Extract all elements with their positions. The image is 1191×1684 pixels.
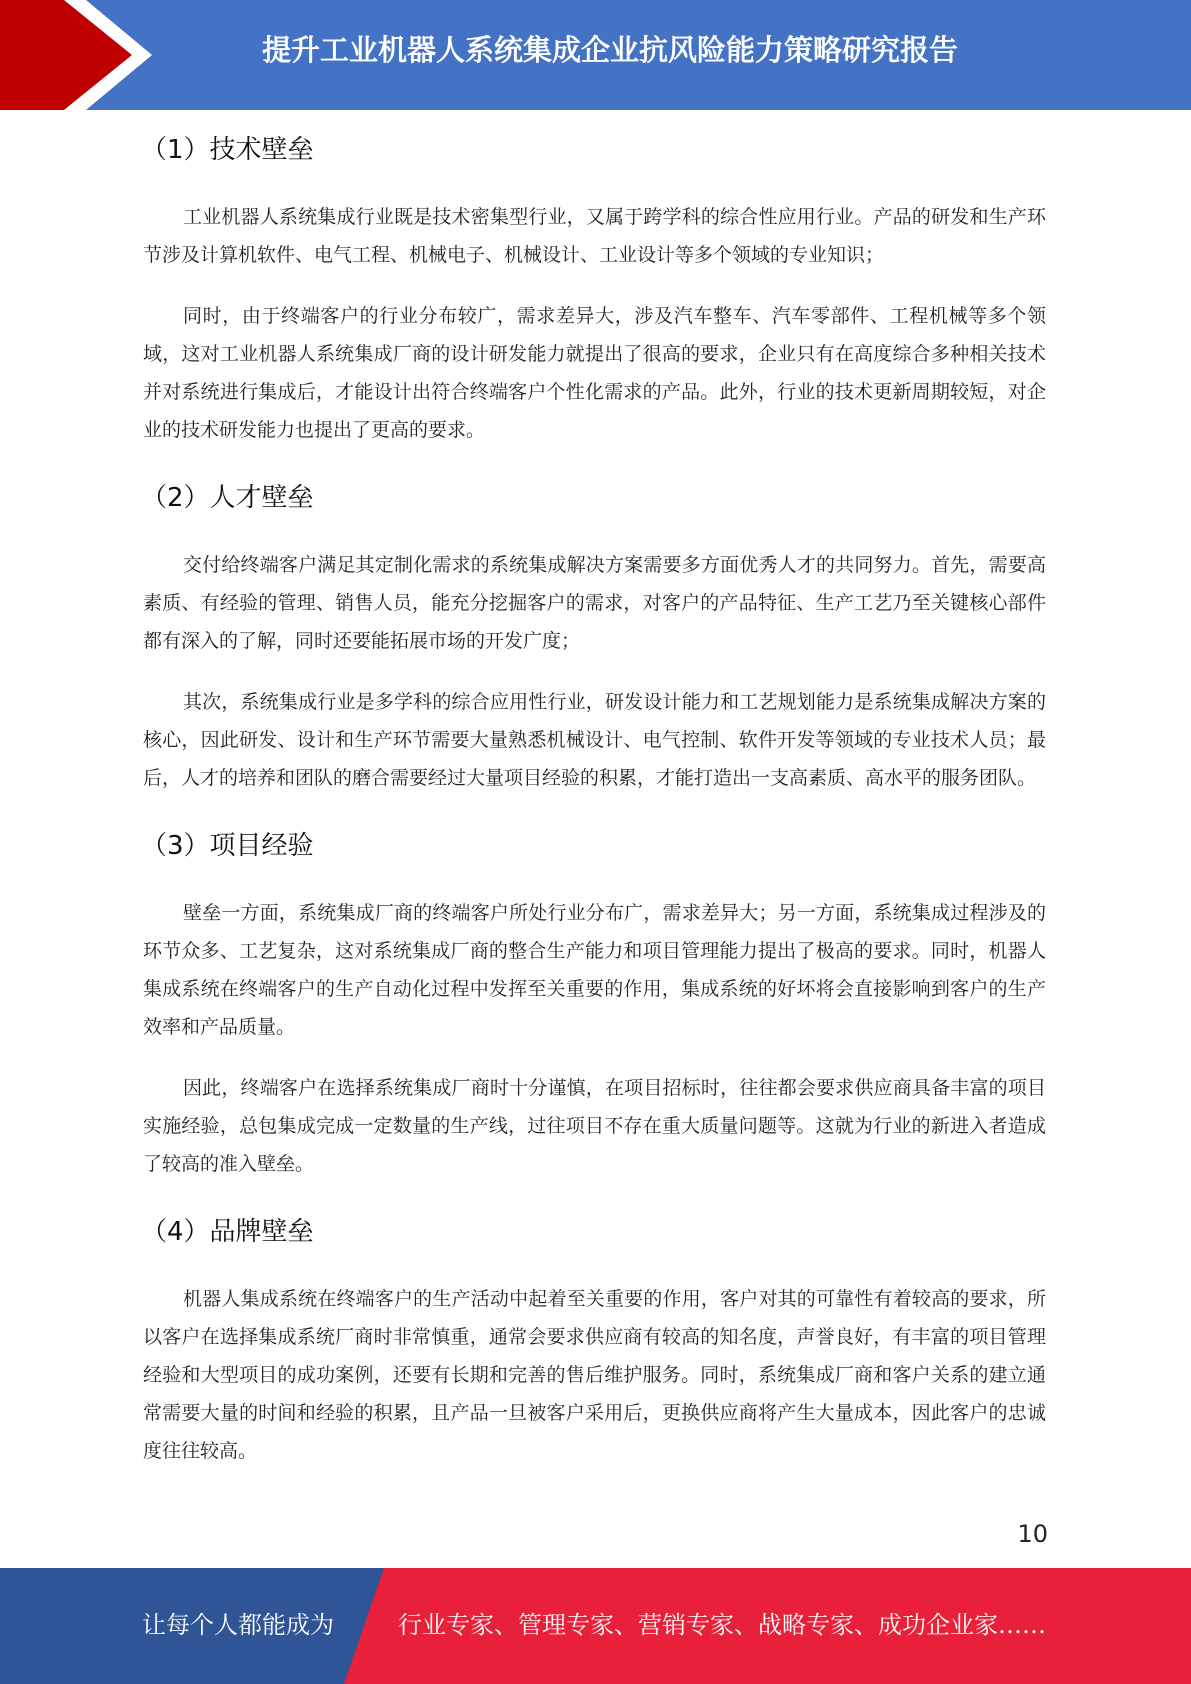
footer-banner [0, 1568, 1191, 1684]
footer-slogan-right: 行业专家、管理专家、营销专家、战略专家、成功企业家…… [398, 1611, 1046, 1639]
page-number: 10 [1017, 1520, 1048, 1548]
paragraph: 因此，终端客户在选择系统集成厂商时十分谨慎，在项目招标时，往往都会要求供应商具备丰富的项目实施经验，总包集成完成一定数量的生产线，过往项目不存在重大质量问题等。这就为行业的新进入者造成了较高的准入壁垒。 [143, 1077, 1046, 1175]
footer-slogan-left: 让每个人都能成为 [142, 1611, 334, 1639]
section-heading: （4）品牌壁垒 [141, 1217, 314, 1247]
section-heading: （2）人才壁垒 [141, 483, 314, 513]
section-heading: （3）项目经验 [141, 831, 314, 861]
document-title: 提升工业机器人系统集成企业抗风险能力策略研究报告 [261, 33, 958, 67]
paragraph: 其次，系统集成行业是多学科的综合应用性行业，研发设计能力和工艺规划能力是系统集成解决方案的核心，因此研发、设计和生产环节需要大量熟悉机械设计、电气控制、软件开发等领域的专业技术人员；最后，人才的培养和团队的磨合需要经过大量项目经验的积累，才能打造出一支高素质、高水平的服务团队。 [143, 691, 1046, 789]
main-content [143, 124, 1046, 1493]
paragraph: 工业机器人系统集成行业既是技术密集型行业，又属于跨学科的综合性应用行业。产品的研发和生产环节涉及计算机软件、电气工程、机械电子、机械设计、工业设计等多个领域的专业知识； [143, 206, 1046, 266]
paragraph: 交付给终端客户满足其定制化需求的系统集成解决方案需要多方面优秀人才的共同努力。首先，需要高素质、有经验的管理、销售人员，能充分挖掘客户的需求，对客户的产品特征、生产工艺乃至关键核心部件都有深入的了解，同时还要能拓展市场的开发广度； [143, 554, 1046, 652]
paragraph: 同时，由于终端客户的行业分布较广，需求差异大，涉及汽车整车、汽车零部件、工程机械等多个领域，这对工业机器人系统集成厂商的设计研发能力就提出了很高的要求，企业只有在高度综合多种相关技术并对系统进行集成后，才能设计出符合终端客户个性化需求的产品。此外，行业的技术更新周期较短，对企业的技术研发能力也提出了更高的要求。 [143, 305, 1046, 441]
paragraph: 壁垒一方面，系统集成厂商的终端客户所处行业分布广，需求差异大；另一方面，系统集成过程涉及的环节众多、工艺复杂，这对系统集成厂商的整合生产能力和项目管理能力提出了极高的要求。同时，机器人集成系统在终端客户的生产自动化过程中发挥至关重要的作用，集成系统的好坏将会直接影响到客户的生产效率和产品质量。 [143, 902, 1046, 1038]
paragraph: 机器人集成系统在终端客户的生产活动中起着至关重要的作用，客户对其的可靠性有着较高的要求，所以客户在选择集成系统厂商时非常慎重，通常会要求供应商有较高的知名度，声誉良好，有丰富的项目管理经验和大型项目的成功案例，还要有长期和完善的售后维护服务。同时，系统集成厂商和客户关系的建立通常需要大量的时间和经验的积累，且产品一旦被客户采用后，更换供应商将产生大量成本，因此客户的忠诚度往往较高。 [143, 1288, 1046, 1462]
section-project-experience [143, 820, 1046, 1183]
header-banner [0, 0, 1191, 110]
section-talent-barrier [143, 472, 1046, 797]
section-brand-barrier [143, 1206, 1046, 1470]
section-heading: （1）技术壁垒 [141, 135, 314, 165]
section-technology-barrier [143, 124, 1046, 449]
